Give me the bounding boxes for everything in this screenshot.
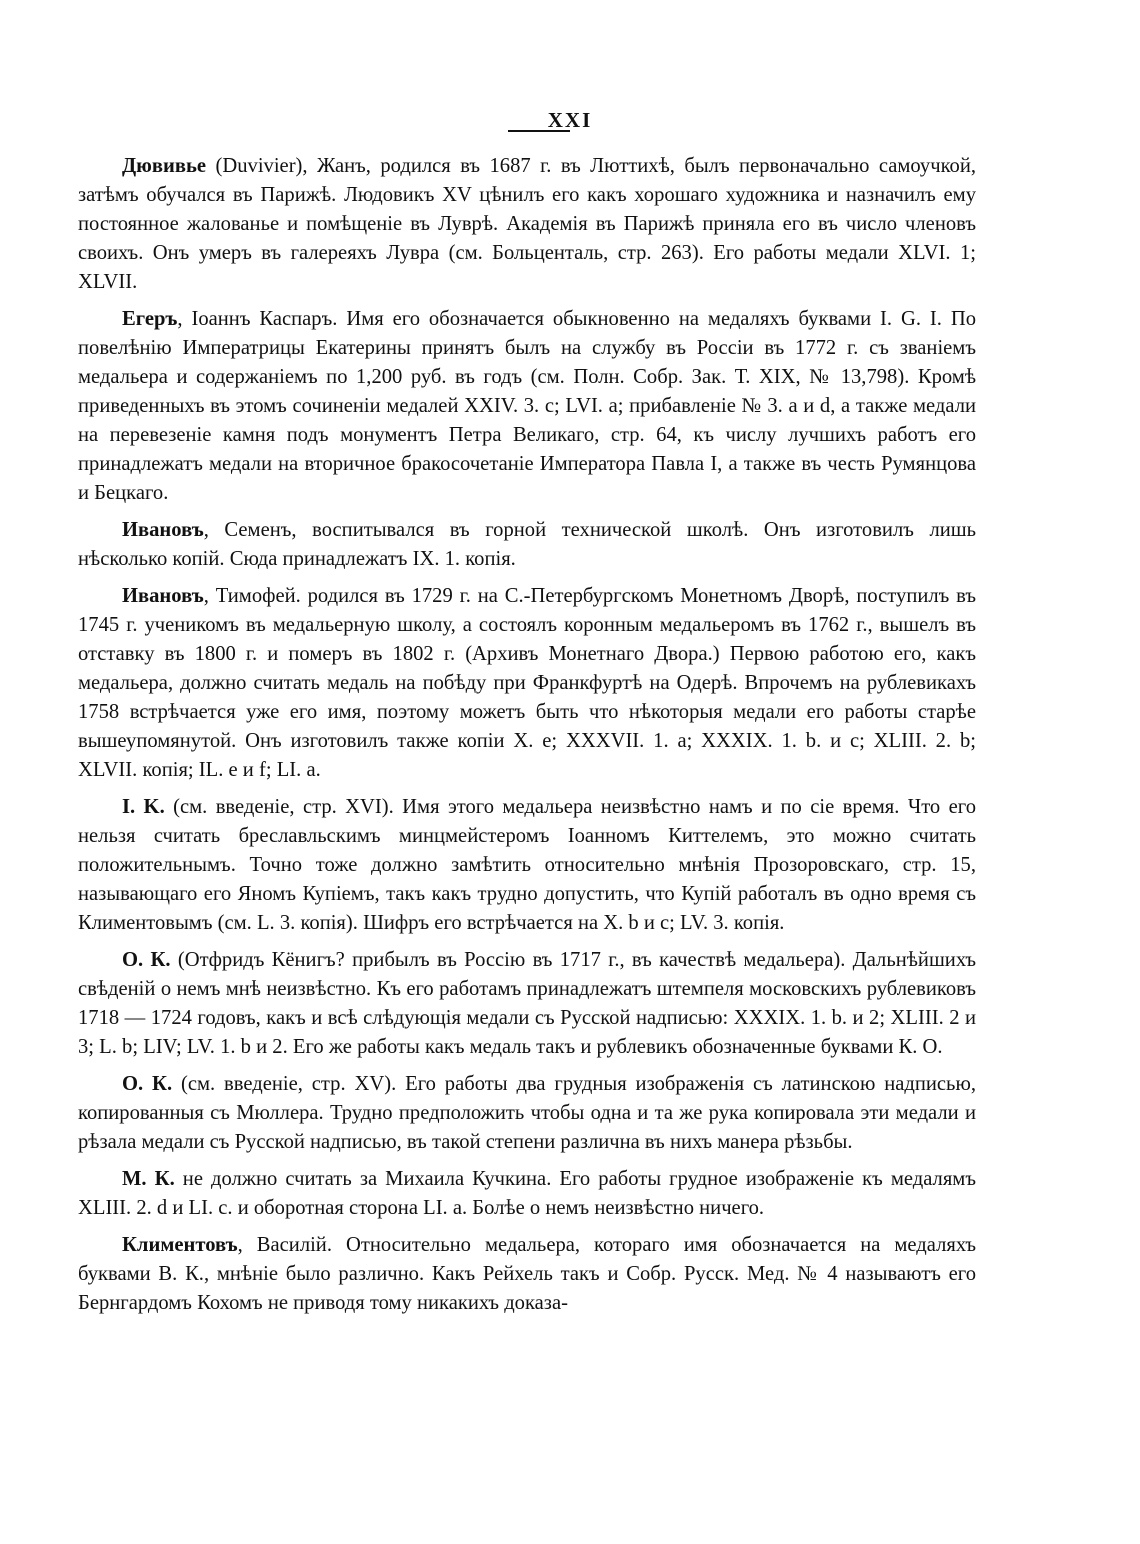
- entry-text: (Duvivier), Жанъ, родился въ 1687 г. въ Люттихѣ, былъ первоначально самоучкой, затѣмъ обучался въ Парижѣ. Людовикъ XV цѣнилъ его какъ хорошаго художника и назначилъ ему постоянное жалованье и помѣщеніе въ Луврѣ. Академія въ Парижѣ приняла его въ число членовъ своихъ. Онъ умеръ въ галереяхъ Лувра (см. Больценталь, стр. 263). Его работы медали XLVI. 1; XLVII.: [78, 155, 976, 293]
- entry-name: Егеръ: [122, 308, 178, 330]
- entry-text: (Отфридъ Кёнигъ? прибылъ въ Россію въ 1717 г., въ качествѣ медальера). Дальнѣйшихъ свѣденій о немъ мнѣ неизвѣстно. Къ его работамъ принадлежатъ штемпеля московскихъ рублевиковъ 1718 — 1724 годовъ, какъ и всѣ слѣдующія медали съ Русской надписью: XXXIX. 1. b. и 2; XLIII. 2 и 3; L. b; LIV; LV. 1. b и 2. Его же работы какъ медаль такъ и рублевикъ обозначенные буквами К. О.: [78, 949, 976, 1058]
- entry-name: О. К.: [122, 1073, 173, 1095]
- entry-text: (см. введеніе, стр. XV). Его работы два грудныя изображенія съ латинскою надписью, копированныя съ Мюллера. Трудно предположить чтобы одна и та же рука копировала эти медали и рѣзала медали съ Русской надписью, въ такой степени различна въ нихъ манера рѣзьбы.: [78, 1073, 976, 1153]
- entry-eger: [78, 305, 976, 508]
- entry-ik: [78, 793, 976, 938]
- entry-name: I. K.: [122, 796, 165, 818]
- entry-name: М. К.: [122, 1168, 175, 1190]
- entry-name: Ивановъ: [122, 585, 204, 607]
- entry-text: , Іоаннъ Каспаръ. Имя его обозначается обыкновенно на медаляхъ буквами I. G. I. По повелѣнію Императрицы Екатерины принятъ былъ на службу въ Россіи въ 1772 г. съ званіемъ медальера и содержаніемъ по 1,200 руб. въ годъ (см. Полн. Собр. Зак. Т. XIX, № 13,798). Кромѣ приведенныхъ въ этомъ сочиненіи медалей XXIV. 3. c; LVI. a; прибавленіе № 3. a и d, а также медали на перевезеніе камня подъ монументъ Петра Великаго, стр. 64, къ числу лучшихъ работъ его принадлежатъ медали на вторичное бракосочетаніе Императора Павла I, а также въ честь Румянцова и Бецкаго.: [78, 308, 976, 504]
- entry-name: Ивановъ: [122, 519, 204, 541]
- entry-klimentov: [78, 1231, 976, 1318]
- entry-name: О. К.: [122, 949, 171, 971]
- entry-name: Дювивье: [122, 155, 207, 177]
- entry-ivanov-timofei: [78, 582, 976, 785]
- entry-name: Климентовъ: [122, 1234, 238, 1256]
- entry-ok-1: [78, 946, 976, 1062]
- entry-text: (см. введеніе, стр. XVI). Имя этого медальера неизвѣстно намъ и по сіе время. Что его нельзя считать бреславльскимъ минцмейстеромъ Іоанномъ Киттелемъ, это можно считать положительнымъ. Точно тоже должно замѣтить относительно мнѣнія Прозоровскаго, стр. 15, называющаго его Яномъ Купіемъ, такъ какъ трудно допустить, что Купій работалъ въ одно время съ Климентовымъ (см. L. 3. копія). Шифръ его встрѣчается на X. b и c; LV. 3. копія.: [78, 796, 976, 934]
- entry-mk: [78, 1165, 976, 1223]
- entry-ivanov-semen: [78, 516, 976, 574]
- entry-text: , Тимофей. родился въ 1729 г. на С.-Петербургскомъ Монетномъ Дворѣ, поступилъ въ 1745 г. ученикомъ въ медальерную школу, а состоялъ коронным медальеромъ въ 1762 г., вышелъ въ отставку въ 1800 г. и померъ въ 1802 г. (Архивъ Монетнаго Двора.) Первою работою его, какъ медальера, должно считать медаль на побѣду при Франкфуртѣ на Одерѣ. Впрочемъ на рублевикахъ 1758 встрѣчается уже его имя, поэтому можетъ быть что нѣкоторыя медали его работы старѣе вышеупомянутой. Онъ изготовилъ также копіи X. e; XXXVII. 1. a; XXXIX. 1. b. и c; XLIII. 2. b; XLVII. копія; IL. e и f; LI. a.: [78, 585, 976, 781]
- page-number-rule: [508, 130, 570, 132]
- entry-text: , Василій. Относительно медальера, котораго имя обозначается на медаляхъ буквами В. К., мнѣніе было различно. Какъ Рейхель такъ и Собр. Русск. Мед. № 4 называютъ его Бернгардомъ Кохомъ не приводя тому никакихъ доказа-: [78, 1234, 976, 1314]
- page-number: XXI: [547, 108, 593, 132]
- entry-text: не должно считать за Михаила Кучкина. Его работы грудное изображеніе къ медалямъ XLIII. 2. d и LI. c. и оборотная сторона LI. a. Болѣе о немъ неизвѣстно ничего.: [78, 1168, 976, 1219]
- entry-duvivier: [78, 152, 976, 297]
- document-body: [78, 152, 976, 1326]
- entry-text: , Семенъ, воспитывался въ горной технической школѣ. Онъ изготовилъ лишь нѣсколько копій. Сюда принадлежатъ IX. 1. копія.: [78, 519, 976, 570]
- entry-ok-2: [78, 1070, 976, 1157]
